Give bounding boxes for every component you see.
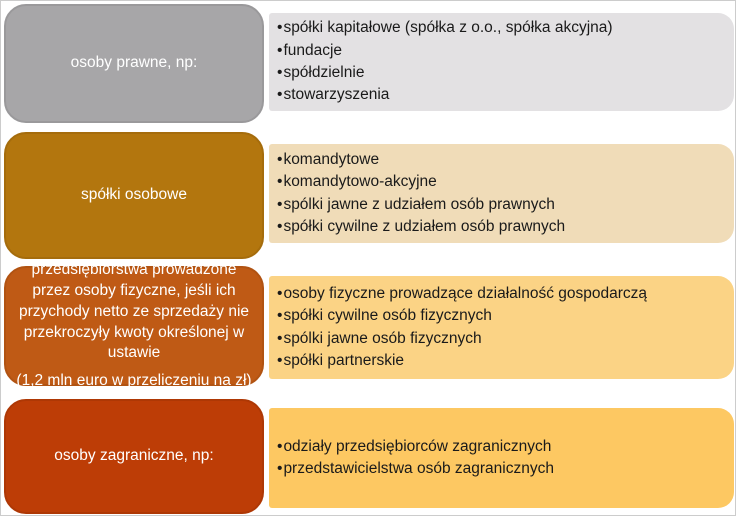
bullet-icon: • xyxy=(277,150,283,168)
bullet-icon: • xyxy=(277,19,283,37)
examples-box-osoby-zagraniczne xyxy=(269,408,734,508)
bullet-icon: • xyxy=(277,86,283,104)
bullet-item xyxy=(277,194,724,216)
bullet-item-label: spółki cywilne z udziałem osób prawnych xyxy=(283,217,566,235)
bullet-item-label: spółdzielnie xyxy=(283,64,365,81)
category-box-osoby-prawne xyxy=(4,4,264,123)
bullet-item-label: fundacje xyxy=(283,41,343,59)
bullet-icon: • xyxy=(277,173,283,191)
category-box-osoby-zagraniczne xyxy=(4,399,264,514)
bullet-icon: • xyxy=(277,329,283,347)
bullet-item xyxy=(277,17,724,39)
bullet-item xyxy=(277,40,724,62)
category-label: przedsiębiorstwa prowadzone przez osoby fizyczne, jeśli ich przychody netto ze sprzedaży nie przekroczyły kwoty określonej w ustawie xyxy=(18,261,250,362)
bullet-icon: • xyxy=(277,437,283,455)
bullet-item xyxy=(277,171,724,193)
bullet-icon: • xyxy=(277,195,283,213)
bullet-item-label: komandytowo-akcyjne xyxy=(283,173,437,191)
bullet-item xyxy=(277,84,724,106)
bullet-item xyxy=(277,149,724,171)
bullet-icon: • xyxy=(277,64,283,81)
bullet-icon: • xyxy=(277,351,283,369)
bullet-item xyxy=(277,328,724,350)
bullet-item xyxy=(277,436,724,458)
bullet-item-label: komandytowe xyxy=(283,150,380,168)
bullet-icon: • xyxy=(277,217,283,235)
bullet-item-label: spółki kapitałowe (spółka z o.o., spółka akcyjna) xyxy=(283,19,613,37)
examples-box-osoby-prawne xyxy=(269,13,734,111)
bullet-icon: • xyxy=(277,284,283,302)
bullet-item-label: spółki partnerskie xyxy=(283,351,405,369)
bullet-item-label: spółki cywilne osób fizycznych xyxy=(283,307,492,325)
bullet-item xyxy=(277,62,724,84)
category-label: osoby zagraniczne, np: xyxy=(54,447,214,465)
bullet-item-label: stowarzyszenia xyxy=(283,86,390,104)
bullet-item-label: spólki jawne osób fizycznych xyxy=(283,329,482,347)
bullet-item-label: odziały przedsiębiorców zagranicznych xyxy=(283,437,552,455)
bullet-item xyxy=(277,216,724,238)
examples-box-spolki-osobowe xyxy=(269,144,734,243)
bullet-item xyxy=(277,350,724,372)
bullet-item xyxy=(277,458,724,480)
category-label: osoby prawne, np: xyxy=(70,54,198,72)
category-box-przedsiebiorstwa xyxy=(4,261,264,390)
category-label: spółki osobowe xyxy=(81,186,187,204)
bullet-icon: • xyxy=(277,41,283,59)
category-sublabel: (1,2 mln euro w przeliczeniu na zł) xyxy=(16,372,252,390)
bullet-item-label: przedstawicielstwa osób zagranicznych xyxy=(283,460,554,477)
examples-box-przedsiebiorstwa xyxy=(269,276,734,379)
bullet-icon: • xyxy=(277,460,283,477)
category-box-spolki-osobowe xyxy=(4,132,264,259)
bullet-item xyxy=(277,305,724,327)
bullet-item-label: spólki jawne z udziałem osób prawnych xyxy=(283,195,555,213)
bullet-item xyxy=(277,283,724,305)
bullet-item-label: osoby fizyczne prowadzące działalność gospodarczą xyxy=(283,284,648,302)
bullet-icon: • xyxy=(277,307,283,325)
